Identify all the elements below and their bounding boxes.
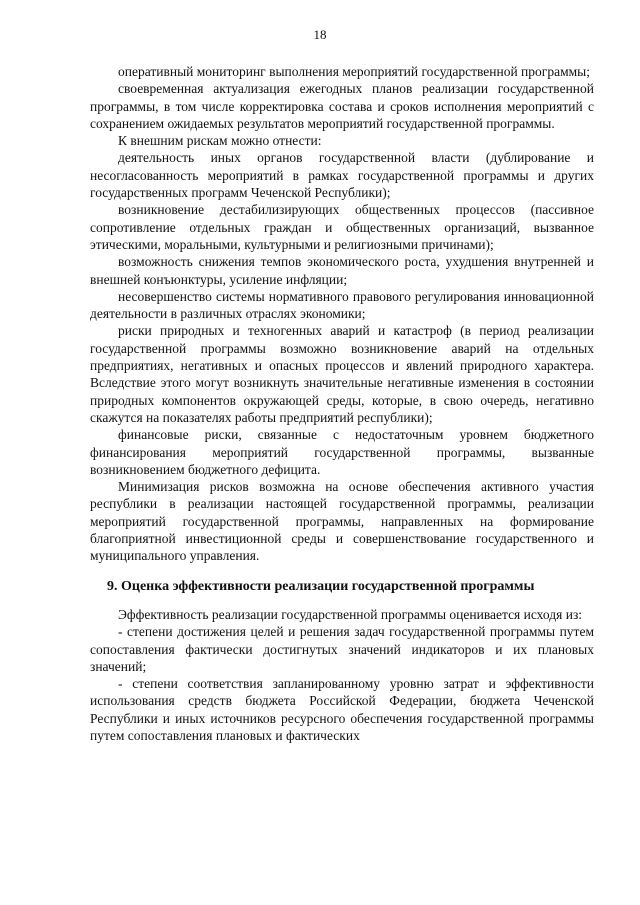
page-number: 18 (313, 27, 327, 42)
paragraph-plan-update: своевременная актуализация ежегодных планов реализации государственной программы, в том числе корректировка состава и сроков исполнения мероприятий с сохранением ожидаемых результатов мероприятий государственной программы. (90, 81, 594, 131)
paragraph-cost-compliance: - степени соответствия запланированному уровню затрат и эффективности использования средств бюджета Российской Федерации, бюджета Чеченской Республики и иных источников ресурсного обеспечения государственной программы путем сопоставления плановых и фактических (90, 676, 594, 743)
paragraph-risk-minimization: Минимизация рисков возможна на основе обеспечения активного участия республики в реализации настоящей государственной программы, реализации мероприятий государственной программы, направленных на формирование благоприятной инвестиционной среды и совершенствование государственного и муниципального управления. (90, 479, 594, 564)
paragraph-social-processes-risk: возникновение дестабилизирующих общественных процессов (пассивное сопротивление отдельных граждан и общественных организаций, вызванное этическими, моральными, культурными и религиозными причинами); (90, 202, 594, 252)
section-heading: 9. Оценка эффективности реализации государственной программы (107, 578, 535, 594)
paragraph-efficiency-intro: Эффективность реализации государственной программы оценивается исходя из: (118, 606, 583, 622)
paragraph-economic-growth-risk: возможность снижения темпов экономического роста, ухудшения внутренней и внешней конъюнктуры, усиление инфляции; (90, 254, 594, 287)
paragraph-disaster-risk: риски природных и техногенных аварий и катастроф (в период реализации государственной программы возможно возникновение аварий на отдельных предприятиях, негативных и опасных процессов и явлений природного характера. Вследствие этого могут возникнуть значительные негативные изменения в состоянии природных компонентов окружающей среды, которые, в свою очередь, негативно скажутся на показателях работы предприятий республики); (90, 323, 594, 425)
paragraph-other-authorities-risk: деятельность иных органов государственной власти (дублирование и несогласованность мероприятий в рамках государственной программы и других государственных программ Чеченской Республики); (90, 150, 594, 201)
paragraph-regulation-risk: несовершенство системы нормативного правового регулирования инновационной деятельности в различных отраслях экономики; (90, 288, 594, 322)
paragraph-monitoring: оперативный мониторинг выполнения мероприятий государственной программы; (118, 64, 590, 79)
paragraph-goal-achievement: - степени достижения целей и решения задач государственной программы путем сопоставления фактически достигнутых значений индикаторов и их плановых значений; (90, 624, 594, 674)
paragraph-external-risks-intro: К внешним рискам можно отнести: (118, 133, 322, 149)
document-body (90, 63, 594, 744)
paragraph-financial-risk: финансовые риски, связанные с недостаточным уровнем бюджетного финансирования мероприятий государственной программы, вызванные возникновением бюджетного дефицита. (90, 427, 594, 477)
